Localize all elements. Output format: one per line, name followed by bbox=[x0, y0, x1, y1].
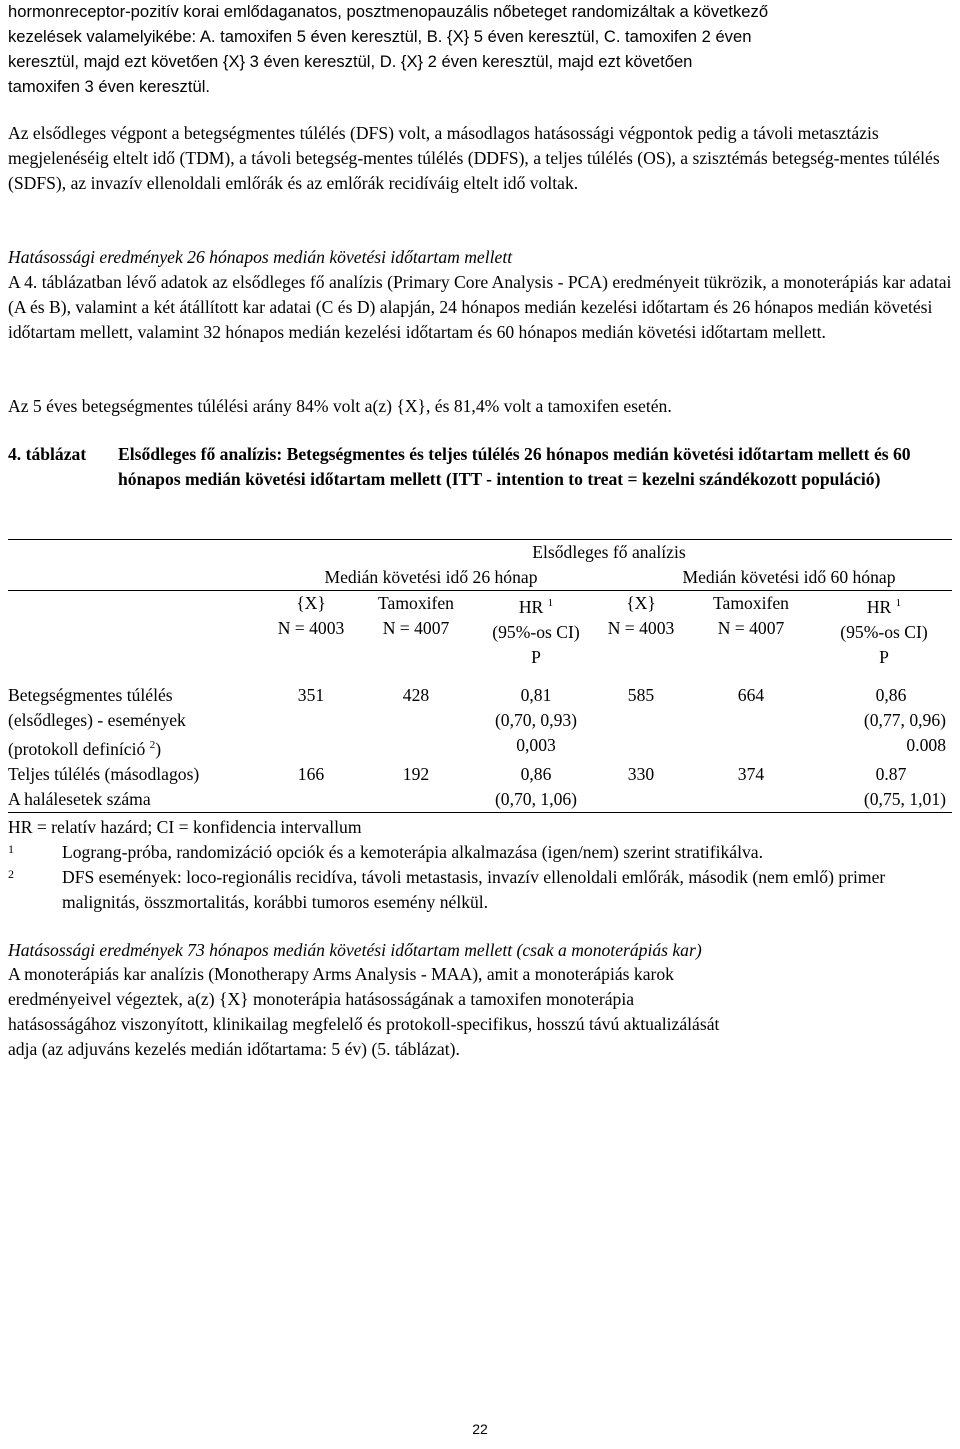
intro-line: tamoxifen 3 éven keresztül. bbox=[8, 77, 210, 96]
col-header-p: P bbox=[879, 646, 889, 667]
col-header-tam-26 bbox=[356, 591, 476, 670]
p-value: 0.008 bbox=[906, 734, 946, 755]
col-header-ci: (95%-os CI) bbox=[840, 621, 928, 642]
page-number: 22 bbox=[472, 1421, 488, 1437]
col-header-ci: (95%-os CI) bbox=[492, 621, 580, 642]
cell-hr-26 bbox=[476, 762, 596, 813]
table-group-header-row bbox=[8, 565, 952, 591]
table-row-dfs bbox=[8, 683, 952, 762]
row-label-line: Betegségmentes túlélés bbox=[8, 684, 173, 705]
maa-line: A monoterápiás kar analízis (Monotherapy Arms Analysis - MAA), amit a monoterápiás karok bbox=[8, 964, 674, 984]
endpoints-paragraph: Az elsődleges végpont a betegségmentes túlélés (DFS) volt, a másodlagos hatásossági végpontok pedig a távoli metasztázis megjelenéséig eltelt idő (TDM), a távoli betegség-mentes túlélés (DDFS), a teljes túlélés (OS), a szisztémás betegség-mentes túlélés (SDFS), az invazív ellenoldali emlőrák és az emlőrák recidíváig eltelt idő voltak. bbox=[8, 123, 940, 193]
col-header-n: N = 4003 bbox=[277, 618, 345, 638]
row-label-text: ) bbox=[155, 738, 162, 759]
group-header-60: Medián követési idő 60 hónap bbox=[596, 565, 952, 591]
maa-line: eredményeivel végeztek, a(z) {X} monoterápia hatásosságának a tamoxifen monoterápia bbox=[8, 989, 635, 1009]
hr-value: 0,86 bbox=[520, 763, 552, 784]
cell-hr-26 bbox=[476, 683, 596, 762]
group-header-26: Medián követési idő 26 hónap bbox=[266, 565, 596, 591]
table-spacer-row bbox=[8, 670, 952, 683]
col-header-hr-label: HR bbox=[866, 596, 892, 617]
cell-x-60: 330 bbox=[596, 762, 686, 813]
row-label-line: (elsődleges) - események bbox=[8, 709, 186, 730]
cell-x-26: 351 bbox=[297, 684, 325, 705]
col-header-tam-label: Tamoxifen bbox=[713, 593, 789, 613]
hr-value: 0,81 bbox=[520, 684, 552, 705]
pca-paragraph: A 4. táblázatban lévő adatok az elsődleges fő analízis (Primary Core Analysis - PCA) eredményeit tükrözik, a monoterápiás kar adatai (A és B), valamint a két átállított kar adatai (C és D) alapján, 24 hónapos medián kezelési időtartam és 26 hónapos medián követési időtartam mellett, valamint 32 hónapos medián kezelési időtartam és 60 hónapos medián követési időtartam mellett. bbox=[8, 272, 952, 342]
footnote-marker: 2 bbox=[149, 738, 156, 751]
row-label-line: Teljes túlélés (másodlagos) bbox=[8, 763, 200, 784]
cell-tam-26: 428 bbox=[402, 684, 430, 705]
col-header-hr-60 bbox=[816, 591, 952, 670]
cell-x-60: 585 bbox=[627, 684, 655, 705]
dfs-rate-summary: Az 5 éves betegségmentes túlélési arány 84% volt a(z) {X}, és 81,4% volt a tamoxifen esetén. bbox=[8, 396, 672, 416]
cell-x-26: 166 bbox=[266, 762, 356, 813]
col-header-tam-60 bbox=[686, 591, 816, 670]
cell-tam-26: 192 bbox=[356, 762, 476, 813]
col-header-x-26 bbox=[266, 591, 356, 670]
row-label-os bbox=[8, 762, 266, 813]
row-label-line: A halálesetek száma bbox=[8, 788, 151, 809]
p-value: 0,003 bbox=[516, 734, 556, 755]
cell-hr-60 bbox=[816, 683, 952, 762]
ci-value: (0,77, 0,96) bbox=[863, 709, 946, 730]
intro-paragraph bbox=[8, 0, 952, 99]
col-header-hr-label: HR bbox=[518, 596, 544, 617]
footnote-mark: 1 bbox=[8, 842, 14, 856]
maa-paragraph bbox=[8, 962, 952, 1062]
footnote-1 bbox=[8, 840, 952, 865]
table-column-header-row bbox=[8, 591, 952, 670]
results-table-wrapper bbox=[8, 539, 952, 813]
table-caption-label: 4. táblázat bbox=[8, 444, 87, 464]
ci-value: (0,70, 0,93) bbox=[494, 709, 578, 730]
section-title-73-months: Hatásossági eredmények 73 hónapos medián követési időtartam mellett (csak a monoterápiás kar) bbox=[8, 940, 702, 960]
intro-line: keresztül, majd ezt követően {X} 3 éven keresztül, D. {X} 2 éven keresztül, majd ezt követően bbox=[8, 52, 693, 71]
table-row-os bbox=[8, 762, 952, 813]
col-header-n: N = 4003 bbox=[607, 618, 675, 638]
table-footnotes bbox=[8, 815, 952, 915]
col-header-p: P bbox=[531, 646, 541, 667]
intro-line: kezelések valamelyikébe: A. tamoxifen 5 éven keresztül, B. {X} 5 éven keresztül, C. tamoxifen 2 éven bbox=[8, 27, 752, 46]
ci-value: (0,75, 1,01) bbox=[863, 788, 946, 809]
hr-value: 0.87 bbox=[875, 763, 907, 784]
table-caption bbox=[8, 442, 952, 492]
results-table bbox=[8, 540, 952, 813]
footnote-mark: 2 bbox=[8, 867, 14, 881]
intro-line: hormonreceptor-pozitív korai emlődaganatos, posztmenopauzális nőbeteget randomizáltak a következő bbox=[8, 2, 769, 21]
footnote-text: DFS események: loco-regionális recidíva, távoli metastasis, invazív ellenoldali emlőrák, második (nem emlő) primer malignitás, összmortalitás, korábbi tumoros esemény nélkül. bbox=[62, 867, 886, 912]
table-super-header-row bbox=[8, 540, 952, 565]
col-header-x-label: {X} bbox=[626, 593, 656, 613]
col-header-n: N = 4007 bbox=[717, 618, 785, 638]
row-label-text: (protokoll definíció bbox=[8, 738, 146, 759]
cell-tam-60: 664 bbox=[737, 684, 765, 705]
maa-line: adja (az adjuváns kezelés medián időtartama: 5 év) (5. táblázat). bbox=[8, 1039, 460, 1059]
cell-hr-60 bbox=[816, 762, 952, 813]
super-header: Elsődleges fő analízis bbox=[532, 542, 686, 562]
col-header-x-label: {X} bbox=[296, 593, 326, 613]
abbreviation-note: HR = relatív hazárd; CI = konfidencia intervallum bbox=[8, 817, 362, 837]
table-caption-text: Elsődleges fő analízis: Betegségmentes és teljes túlélés 26 hónapos medián követési időtartam mellett és 60 hónapos medián követési időtartam mellett (ITT - intention to treat = kezelni szándékozott populáció) bbox=[118, 444, 911, 489]
section-title-26-months: Hatásossági eredmények 26 hónapos medián követési időtartam mellett bbox=[8, 247, 513, 267]
footnote-2 bbox=[8, 865, 952, 915]
hr-value: 0,86 bbox=[875, 684, 907, 705]
footnote-marker: 1 bbox=[895, 597, 902, 609]
maa-line: hatásosságához viszonyított, klinikailag megfelelő és protokoll-specifikus, hosszú távú aktualizálását bbox=[8, 1014, 720, 1034]
footnote-marker: 1 bbox=[547, 597, 554, 609]
ci-value: (0,70, 1,06) bbox=[494, 788, 578, 809]
row-label-line bbox=[8, 733, 266, 762]
footnote-text: Lograng-próba, randomizáció opciók és a kemoterápia alkalmazása (igen/nem) szerint stratifikálva. bbox=[62, 842, 764, 862]
col-header-hr-26 bbox=[476, 591, 596, 670]
row-label-dfs bbox=[8, 683, 266, 762]
col-header-n: N = 4007 bbox=[382, 618, 450, 638]
cell-tam-60: 374 bbox=[686, 762, 816, 813]
col-header-tam-label: Tamoxifen bbox=[378, 593, 454, 613]
col-header-x-60 bbox=[596, 591, 686, 670]
